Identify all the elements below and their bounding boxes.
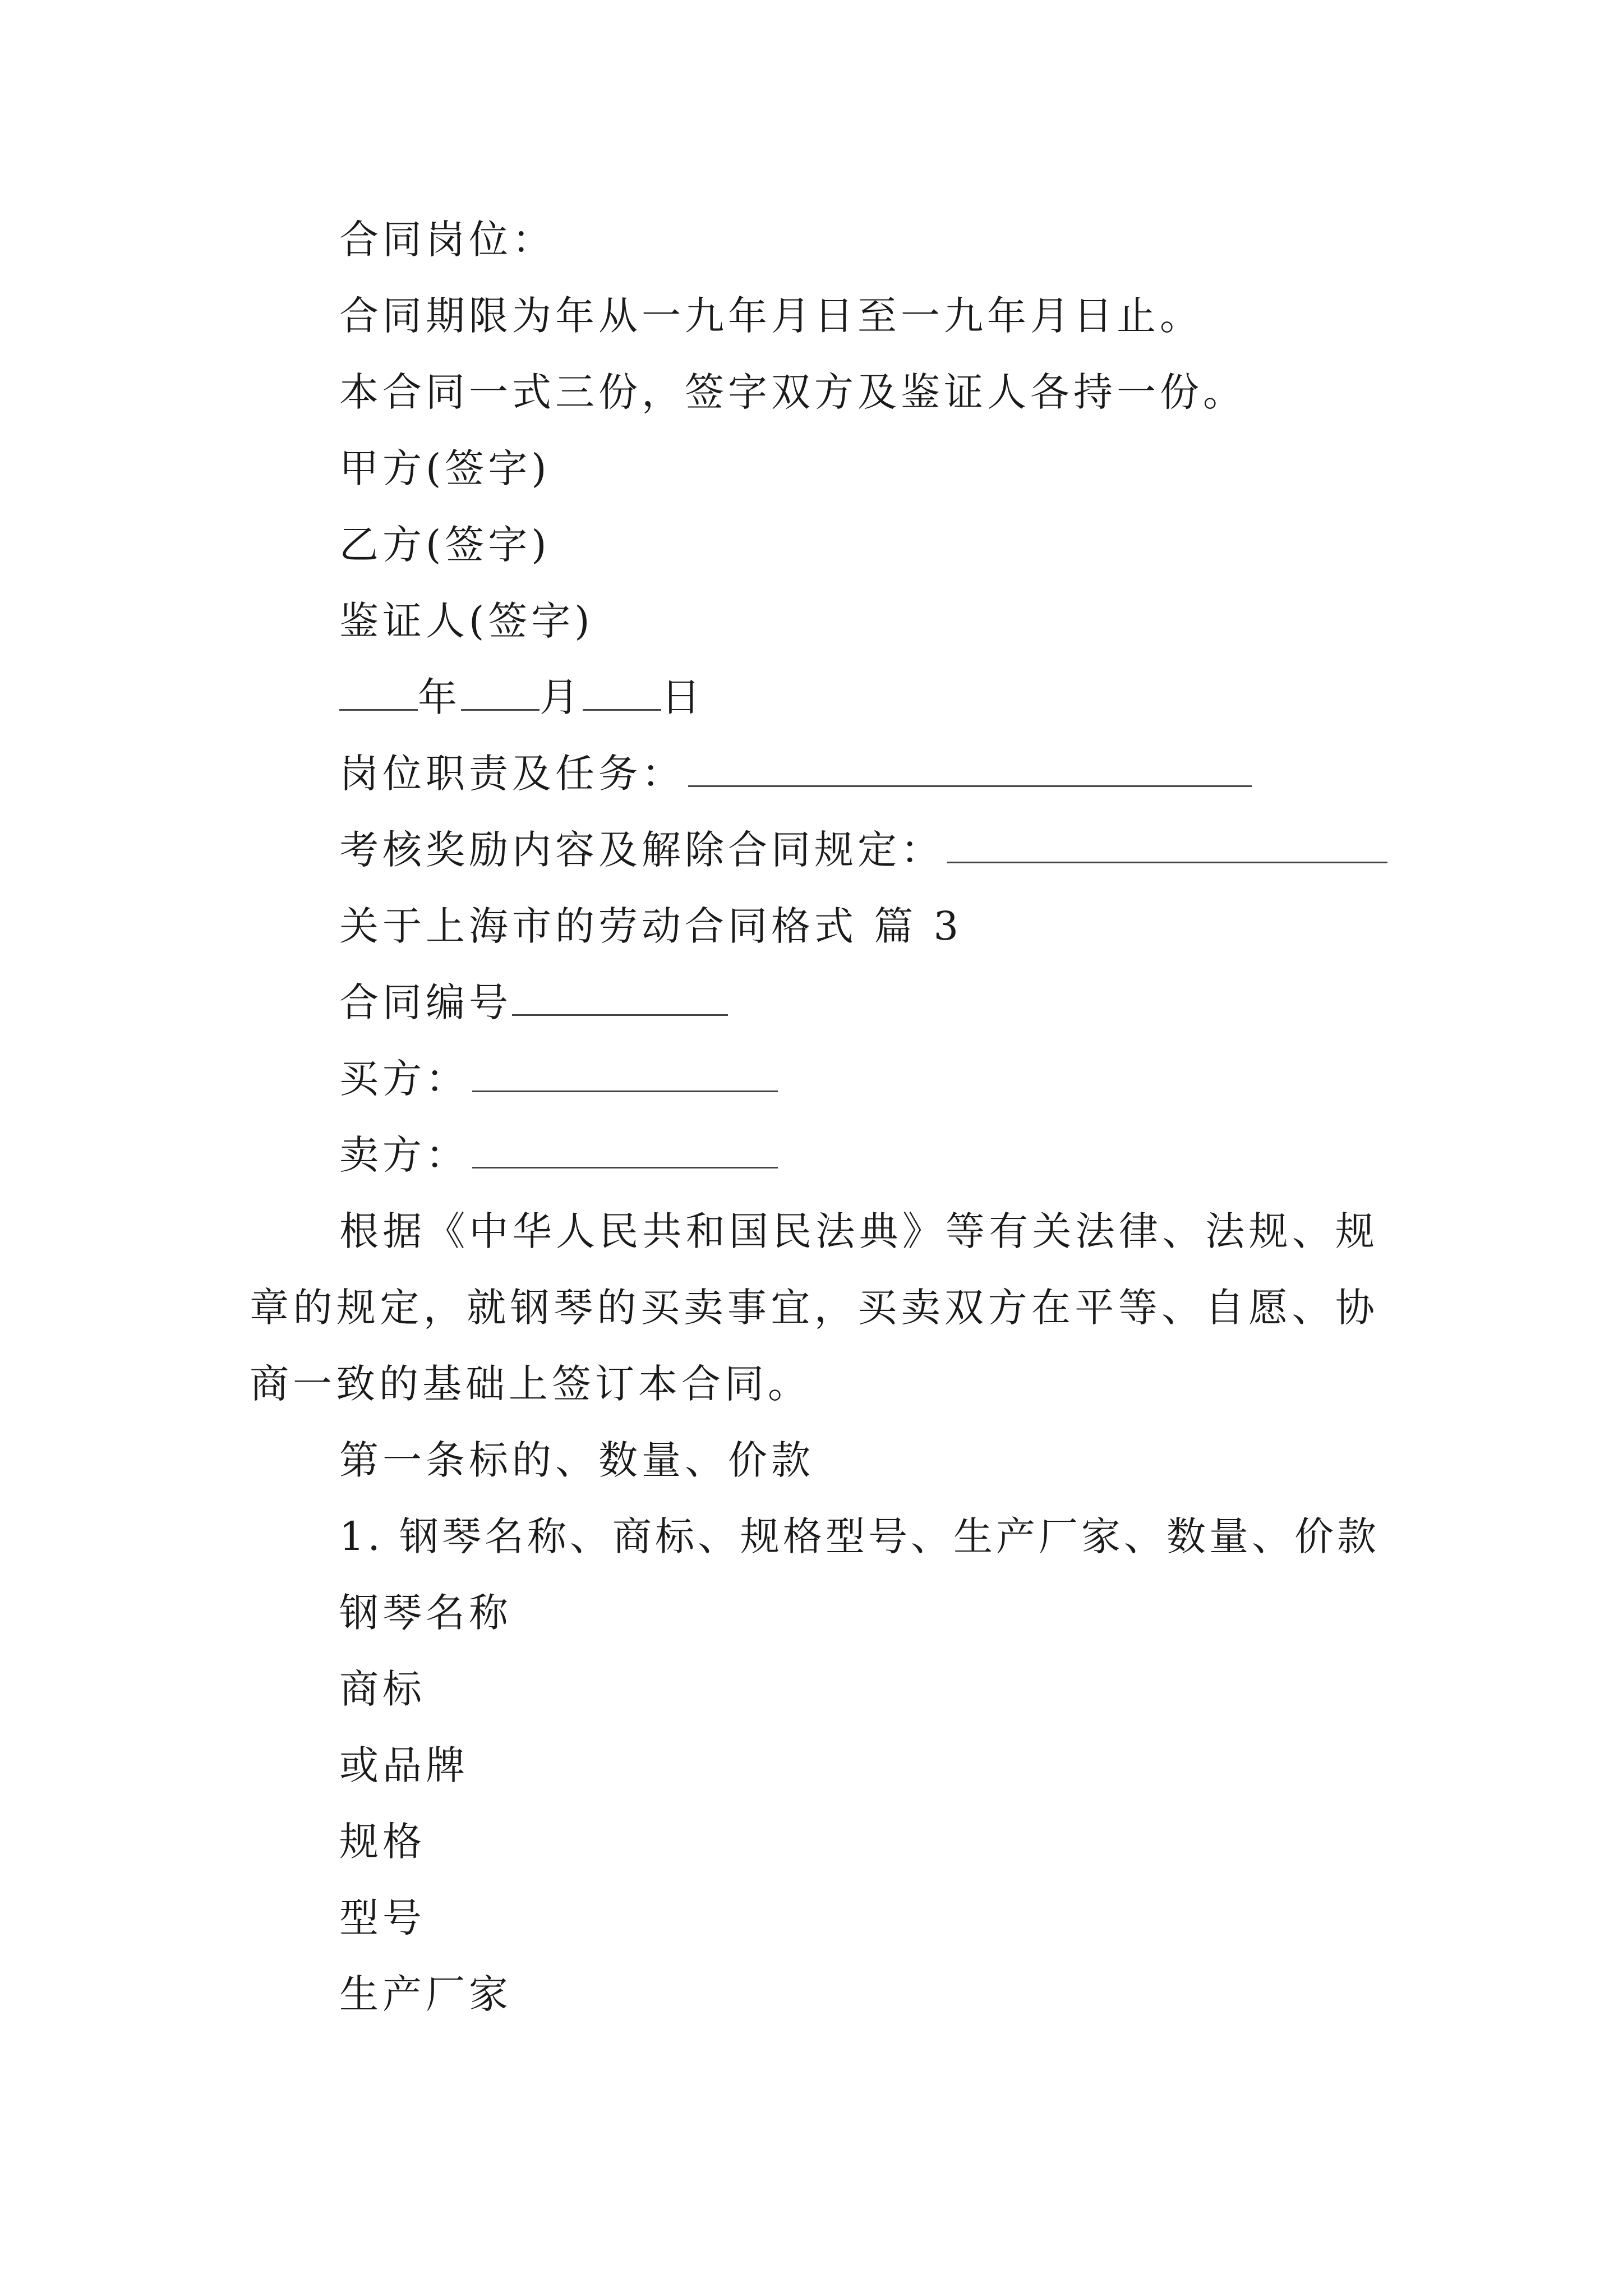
buyer-label: 买方： — [339, 1056, 469, 1102]
date-day-label: 日 — [661, 674, 704, 720]
date-line — [339, 672, 704, 723]
buyer-line — [339, 1053, 778, 1104]
field-piano-name: 钢琴名称 — [339, 1590, 512, 1636]
contract-post-line: 合同岗位： — [339, 217, 555, 263]
assessment-blank — [947, 827, 1387, 863]
seller-label: 卖方： — [339, 1132, 469, 1178]
contract-number-label: 合同编号 — [339, 979, 512, 1025]
field-manufacturer: 生产厂家 — [339, 1971, 512, 2017]
field-trademark: 商标 — [339, 1666, 426, 1712]
witness-signature-line: 鉴证人(签字) — [339, 598, 594, 644]
party-b-signature-line: 乙方(签字) — [339, 522, 551, 568]
month-blank — [461, 674, 540, 711]
article-1-title: 第一条标的、数量、价款 — [339, 1437, 814, 1483]
field-model: 型号 — [339, 1895, 426, 1941]
contract-number-blank — [512, 979, 728, 1016]
paragraph-1-line-2: 章的规定，就钢琴的买卖事宜，买卖双方在平等、自愿、协 — [250, 1285, 1378, 1331]
section-title: 关于上海市的劳动合同格式 篇 3 — [339, 903, 963, 949]
date-year-label: 年 — [418, 674, 461, 720]
field-specification: 规格 — [339, 1819, 426, 1865]
assessment-label: 考核奖励内容及解除合同规定： — [339, 827, 944, 873]
day-blank — [583, 674, 661, 711]
contract-term-line: 合同期限为年从一九年月日至一九年月日止。 — [339, 293, 1203, 339]
date-month-label: 月 — [540, 674, 583, 720]
field-brand: 或品牌 — [339, 1742, 469, 1788]
contract-copies-line: 本合同一式三份，签字双方及鉴证人各持一份。 — [339, 369, 1246, 415]
duties-label: 岗位职责及任务： — [339, 751, 685, 797]
assessment-line — [339, 825, 1387, 875]
year-blank — [339, 674, 418, 711]
duties-blank — [688, 751, 1252, 787]
paragraph-1-line-1: 根据《中华人民共和国民法典》等有关法律、法规、规 — [339, 1208, 1378, 1254]
buyer-blank — [472, 1056, 778, 1092]
contract-number-line — [339, 977, 728, 1028]
party-a-signature-line: 甲方(签字) — [339, 445, 551, 491]
seller-blank — [472, 1132, 778, 1168]
item-1-line: 1. 钢琴名称、商标、规格型号、生产厂家、数量、价款 — [339, 1513, 1380, 1559]
seller-line — [339, 1130, 778, 1180]
duties-line — [339, 748, 1252, 799]
paragraph-1-line-3: 商一致的基础上签订本合同。 — [250, 1361, 811, 1407]
